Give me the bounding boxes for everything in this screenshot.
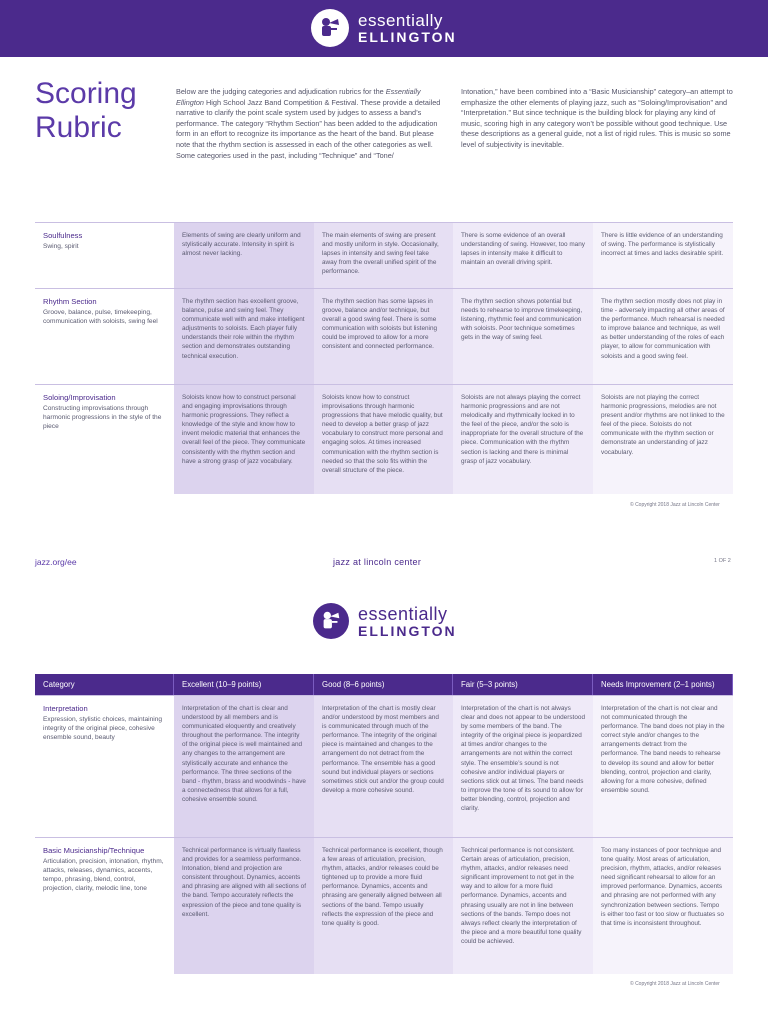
column-header-needs-improvement: Needs Improvement (2–1 points) <box>593 674 733 695</box>
trumpeter-logo-icon <box>311 9 349 47</box>
category-name: Soulfulness <box>43 231 83 240</box>
rubric-cell-needs-improvement: There is little evidence of an understanding of swing. The performance is stylistically incorrect at times and lacks desirable spirit. <box>593 222 733 288</box>
brand-logo-page2[interactable] <box>313 603 457 639</box>
intro-paragraph-left: Below are the judging categories and adjudication rubrics for the Essentially Ellington High School Jazz Band Competition & Festival. These provide a detailed narrative to clarify the point scale system used by judges to assess a band’s performance. The category “Rhythm Section” has been added to the adjudication form in an effort to recognize its importance as the heart of the band. But please note that the rhythm section is assessed in each of the other categories as well. Some categories used in the past, including “Technique” and “Tone/ <box>176 87 441 160</box>
rubric-cell-excellent: Technical performance is virtually flawless and provides for a seamless performance. Intonation, blend and projection are consistent throughout. Dynamics, accents and phrasing are aligned with all sections of the band. Tempo accurately reflects the expression of the piece and tone quality is excellent. <box>174 837 314 974</box>
footer-brand: jazz at lincoln center <box>333 557 422 567</box>
page-number: 1 OF 2 <box>714 558 731 564</box>
category-desc: Expression, stylistic choices, maintaining integrity of the original piece, cohesive ensemble sound, beauty <box>43 716 163 741</box>
rubric-cell-needs-improvement: The rhythm section mostly does not play in time - adversely impacting all other areas of the performance. Much rehearsal is needed to improve balance and technique, as well as better understanding of the roles of each player, to allow for communication with soloists and a good swing feel. <box>593 288 733 384</box>
brand-line1: essentially <box>358 603 448 624</box>
copyright-note: © Copyright 2018 Jazz at Lincoln Center <box>630 981 720 987</box>
rubric-table-top <box>35 222 733 494</box>
rubric-cell-needs-improvement: Too many instances of poor technique and tone quality. Most areas of articulation, precision, rhythm, attacks, and/or releases need significant rehearsal to allow for an improved performance. Dynamics, accents and phrasing are not performed with any synchronization between sections. Tempo is either too fast or too slow or fluctuates so that time is inconsistent throughout. <box>593 837 733 974</box>
rubric-cell-needs-improvement: Interpretation of the chart is not clear and not communicated through the performance. The band does not play in the correct style and/or changes to the arrangements detract from the performance. The band needs to rehearse to develop its sound and allow for better blending, control, projection and clarity, allowing for a more cohesive, defined ensemble sound. <box>593 695 733 837</box>
rubric-cell-fair: There is some evidence of an overall understanding of swing. However, too many lapses in intensity make it difficult to maintain an overall driving spirit. <box>453 222 593 288</box>
brand-line1: essentially <box>358 11 443 30</box>
category-desc: Constructing improvisations through harmonic progressions in the style of the piece <box>43 405 162 430</box>
category-cell <box>35 384 174 494</box>
brand-logo-top[interactable] <box>311 9 457 47</box>
category-desc: Articulation, precision, intonation, rhythm, attacks, releases, dynamics, accents, tempo, phrasing, blend, control, projection, clarity, melodic line, tone <box>43 858 164 892</box>
rubric-cell-good: The main elements of swing are present and mostly uniform in style. Occasionally, lapses in intensity and swing feel take away from the overall unified spirit of the performance. <box>314 222 453 288</box>
category-name: Interpretation <box>43 704 88 713</box>
brand-line2: ELLINGTON <box>358 29 457 45</box>
column-header-good: Good (8–6 points) <box>314 674 453 695</box>
category-name: Basic Musicianship/Technique <box>43 846 145 855</box>
category-desc: Groove, balance, pulse, timekeeping, communication with soloists, swing feel <box>43 309 158 325</box>
copyright-note: © Copyright 2018 Jazz at Lincoln Center <box>630 502 720 508</box>
category-cell <box>35 288 174 384</box>
rubric-cell-fair: Soloists are not always playing the correct harmonic progressions and are not melodically and rhythmically locked in to the feel of the piece, and/or the solo is inappropriate for the overall structure of the piece. Communication with the rhythm section is lacking and there is minimal grasp of jazz vocabulary. <box>453 384 593 494</box>
page-title: Scoring Rubric <box>35 77 137 144</box>
category-cell <box>35 837 174 974</box>
rubric-cell-fair: Interpretation of the chart is not always clear and does not appear to be understood by some members of the band. The integrity of the original piece is jeopardized at times and/or changes to the arrangements are not within the correct style. The ensemble’s sound is not cohesive and/or individual players or sections stick out at times. The band needs to improve the tone of its sound to allow for better blending, control, projection and clarity. <box>453 695 593 837</box>
rubric-table-bottom <box>35 674 733 974</box>
rubric-cell-excellent: Elements of swing are clearly uniform and stylistically accurate. Intensity in spirit is almost never lacking. <box>174 222 314 288</box>
category-cell <box>35 222 174 288</box>
rubric-cell-good: The rhythm section has some lapses in groove, balance and/or technique, but overall a good swing feel. There is some communication with soloists but listening could be improved to allow for a more consistent and connected performance. <box>314 288 453 384</box>
category-name: Soloing/Improvisation <box>43 393 116 402</box>
intro-paragraph-right: Intonation,” have been combined into a “Basic Musicianship” category–an attempt to emphasize the other elements of playing jazz, such as “Soloing/Improvisation” and “Interpretation.” But since technique is the building block for playing any kind of music, scoring high in any category won’t be possible without good technique. Use these descriptions as a general guide, not a list of rigid rules. This is music so some level of subjectivity is inevitable. <box>461 87 733 149</box>
rubric-cell-needs-improvement: Soloists are not playing the correct harmonic progressions, melodies are not present and/or rhythms are not linked to the feel of the piece. Soloists do not communicate with the rhythm section or demonstrate an understanding of jazz vocabulary. <box>593 384 733 494</box>
rubric-cell-excellent: Soloists know how to construct personal and engaging improvisations through harmonic progressions. They reflect a knowledge of the style and know how to invent melodic material that enhances the overall feel of the piece. They communicate consistently with the rhythm section and have a strong grasp of jazz vocabulary. <box>174 384 314 494</box>
rubric-cell-fair: The rhythm section shows potential but needs to rehearse to improve timekeeping, listening, rhythmic feel and communication with soloists. Poor technique sometimes gets in the way of swing feel. <box>453 288 593 384</box>
brand-line2: ELLINGTON <box>358 622 457 639</box>
rubric-cell-fair: Technical performance is not consistent. Certain areas of articulation, precision, rhythm, attacks, and/or releases need significant improvement to not get in the way and to allow for a more fluid performance. Dynamics, accents and phrasing usually are not in line between sections of the bands. Tempo does not always reflect clearly the interpretation of the piece and a more beautiful tone quality could be achieved. <box>453 837 593 974</box>
column-header-category: Category <box>35 674 174 695</box>
rubric-cell-good: Soloists know how to construct improvisations through harmonic progressions that have melodic quality, but need to develop a better grasp of jazz vocabulary to construct more personal and engaging solos. At times increased communication with the rhythm section is needed so that the solo fits within the overall structure of the piece. <box>314 384 453 494</box>
trumpeter-logo-icon <box>313 603 349 639</box>
rubric-cell-good: Interpretation of the chart is mostly clear and/or understood by most members and is communicated through much of the performance. The integrity of the original piece is maintained and changes to the arrangement do not detract from the performance. The ensemble has a good sound but individual players or sections sometimes stick out and/or the group could develop a more cohesive sound. <box>314 695 453 837</box>
website-link[interactable]: jazz.org/ee <box>35 557 77 567</box>
category-desc: Swing, spirit <box>43 243 79 250</box>
column-header-fair: Fair (5–3 points) <box>453 674 593 695</box>
category-name: Rhythm Section <box>43 297 97 306</box>
column-header-excellent: Excellent (10–9 points) <box>174 674 314 695</box>
category-cell <box>35 695 174 837</box>
rubric-cell-excellent: The rhythm section has excellent groove, balance, pulse and swing feel. They communicate well with and make intelligent adjustments to soloists. Each player fully understands their role within the rhythm section and demonstrates outstanding technical execution. <box>174 288 314 384</box>
rubric-cell-good: Technical performance is excellent, though a few areas of articulation, precision, rhythm, attacks, and/or releases could be tightened up to provide a more fluid performance. Dynamics, accents and phrasing are generally aligned between all sections of the band. Tempo usually reflects the expression of the piece and tone quality is good. <box>314 837 453 974</box>
rubric-cell-excellent: Interpretation of the chart is clear and understood by all members and is communicated eloquently and creatively throughout the performance. The integrity of the original piece is well maintained and any changes to the arrangement are stylistically accurate and enhance the performance. The three sections of the band - rhythm, brass and woodwinds - have a connectedness that allows for a full, cohesive ensemble sound. <box>174 695 314 837</box>
